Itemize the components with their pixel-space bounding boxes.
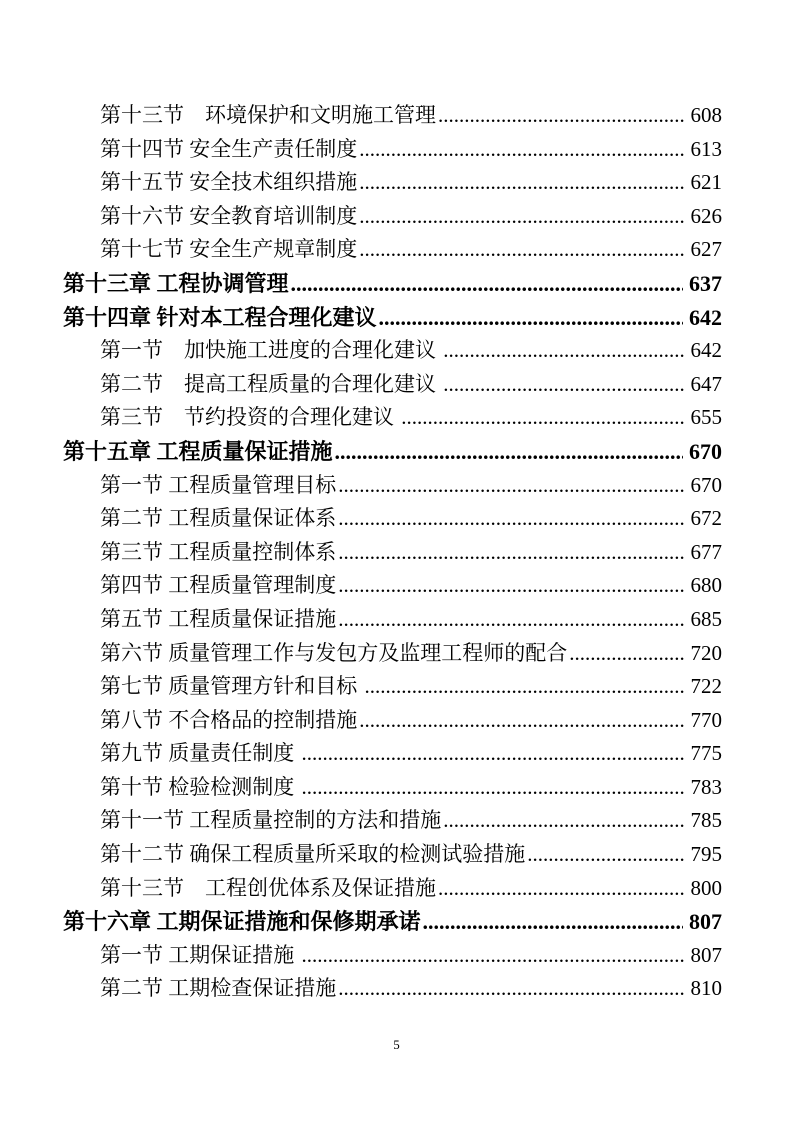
toc-entry-text: 第一节 工程质量管理目标	[100, 472, 337, 497]
toc-entry-page: 670	[690, 472, 722, 497]
dot-leader	[302, 737, 685, 771]
toc-entry-text: 第三节 工程质量控制体系	[100, 539, 337, 564]
dot-leader	[359, 200, 684, 234]
dot-leader	[338, 502, 684, 536]
toc-entry-page: 775	[690, 741, 722, 766]
dot-leader	[443, 804, 684, 838]
dot-leader	[359, 166, 684, 200]
toc-entry-page: 770	[690, 707, 722, 732]
toc-entry-page: 626	[690, 203, 722, 228]
toc-entry[interactable]	[63, 905, 722, 939]
toc-entry-text: 第五节 工程质量保证措施	[100, 606, 337, 631]
toc-entry[interactable]	[63, 301, 722, 335]
dot-leader	[338, 469, 684, 503]
toc-entry[interactable]	[63, 536, 722, 570]
toc-entry[interactable]	[63, 972, 722, 1006]
dot-leader	[338, 972, 684, 1006]
toc-entry-text: 第二节 工期检查保证措施	[100, 976, 337, 1001]
toc-entry[interactable]	[63, 267, 722, 301]
dot-leader	[338, 603, 684, 637]
toc-entry-text: 第七节 质量管理方针和目标	[100, 674, 363, 699]
toc-entry[interactable]	[63, 603, 722, 637]
dot-leader	[365, 670, 685, 704]
dot-leader	[338, 536, 684, 570]
toc-entry-page: 685	[690, 606, 722, 631]
toc-entry[interactable]	[63, 401, 722, 435]
dot-leader	[359, 133, 684, 167]
toc-entry-text: 第二节 提高工程质量的合理化建议	[100, 371, 442, 396]
toc-entry[interactable]	[63, 435, 722, 469]
toc-entry-text: 第十三章 工程协调管理	[63, 270, 289, 296]
toc-entry[interactable]	[63, 670, 722, 704]
toc-entry-text: 第八节 不合格品的控制措施	[100, 707, 358, 732]
footer-page-number: 5	[393, 1037, 400, 1052]
toc-entry-page: 608	[690, 103, 722, 127]
toc-entry[interactable]	[63, 233, 722, 267]
toc-entry[interactable]	[63, 704, 722, 738]
toc-entry-page: 680	[690, 573, 722, 598]
toc-entry-text: 第十六节 安全教育培训制度	[100, 203, 358, 228]
toc-entry-page: 670	[689, 438, 722, 464]
toc-entry[interactable]	[63, 939, 722, 973]
dot-leader	[302, 939, 685, 973]
toc-entry-text: 第十二节 确保工程质量所采取的检测试验措施	[100, 842, 526, 867]
toc-entry[interactable]	[63, 569, 722, 603]
toc-entry-page: 810	[690, 976, 722, 1001]
toc-entry[interactable]	[63, 200, 722, 234]
toc-entry-page: 795	[690, 842, 722, 867]
toc-entry-text: 第九节 质量责任制度	[100, 741, 300, 766]
toc-entry-page: 642	[689, 304, 722, 330]
dot-leader	[569, 637, 684, 671]
toc-entry-text: 第十四章 针对本工程合理化建议	[63, 304, 377, 330]
toc-entry-text: 第十六章 工期保证措施和保修期承诺	[63, 909, 421, 935]
dot-leader	[302, 771, 685, 805]
toc-entry-text: 第十三节 环境保护和文明施工管理	[100, 103, 436, 127]
toc-entry-text: 第十一节 工程质量控制的方法和措施	[100, 808, 442, 833]
toc-entry-page: 637	[689, 270, 722, 296]
toc-entry[interactable]	[63, 502, 722, 536]
toc-entry-page: 800	[690, 875, 722, 900]
toc-entry-text: 第四节 工程质量管理制度	[100, 573, 337, 598]
toc-entry[interactable]	[63, 771, 722, 805]
toc-entry-text: 第十七节 安全生产规章制度	[100, 237, 358, 262]
toc-entry-text: 第十四节 安全生产责任制度	[100, 136, 358, 161]
toc-entry-text: 第一节 加快施工进度的合理化建议	[100, 338, 442, 363]
dot-leader	[438, 99, 685, 133]
dot-leader	[443, 334, 684, 368]
toc-entry-text: 第一节 工期保证措施	[100, 942, 300, 967]
dot-leader	[423, 905, 683, 939]
toc-entry-page: 621	[690, 170, 722, 195]
toc-entry[interactable]	[63, 334, 722, 368]
toc-entry-page: 672	[690, 506, 722, 531]
dot-leader	[359, 704, 684, 738]
toc-entry[interactable]	[63, 838, 722, 872]
toc-entry-page: 785	[690, 808, 722, 833]
dot-leader	[359, 233, 684, 267]
toc-entry-page: 647	[690, 371, 722, 396]
dot-leader	[335, 435, 683, 469]
toc-entry[interactable]	[63, 737, 722, 771]
toc-entry-page: 807	[689, 909, 722, 935]
toc-entry-text: 第六节 质量管理工作与发包方及监理工程师的配合	[100, 640, 568, 665]
toc-entry-page: 677	[690, 539, 722, 564]
dot-leader	[379, 301, 683, 335]
toc-entry-text: 第十五章 工程质量保证措施	[63, 438, 333, 464]
toc-entry-page: 783	[690, 774, 722, 799]
toc-entry-page: 627	[690, 237, 722, 262]
toc-entry[interactable]	[63, 469, 722, 503]
toc-entry-page: 613	[690, 136, 722, 161]
toc-entry-page: 722	[690, 674, 722, 699]
dot-leader	[438, 872, 685, 906]
toc-entry-page: 807	[690, 942, 722, 967]
dot-leader	[291, 267, 683, 301]
toc-entry[interactable]	[63, 368, 722, 402]
page-footer	[0, 1036, 793, 1054]
toc-entry[interactable]	[63, 133, 722, 167]
dot-leader	[527, 838, 684, 872]
toc-entry-page: 720	[690, 640, 722, 665]
toc-entry-text: 第二节 工程质量保证体系	[100, 506, 337, 531]
toc-entry-text: 第十节 检验检测制度	[100, 774, 300, 799]
toc-entry[interactable]	[63, 166, 722, 200]
dot-leader	[401, 401, 684, 435]
toc-entry[interactable]	[63, 99, 722, 133]
table-of-contents	[63, 99, 722, 1006]
toc-entry-text: 第十三节 工程创优体系及保证措施	[100, 875, 436, 900]
dot-leader	[443, 368, 684, 402]
toc-entry-page: 655	[690, 405, 722, 430]
dot-leader	[338, 569, 684, 603]
toc-entry-text: 第三节 节约投资的合理化建议	[100, 405, 400, 430]
toc-entry-text: 第十五节 安全技术组织措施	[100, 170, 358, 195]
toc-entry[interactable]	[63, 872, 722, 906]
toc-entry[interactable]	[63, 804, 722, 838]
toc-entry[interactable]	[63, 637, 722, 671]
toc-entry-page: 642	[690, 338, 722, 363]
